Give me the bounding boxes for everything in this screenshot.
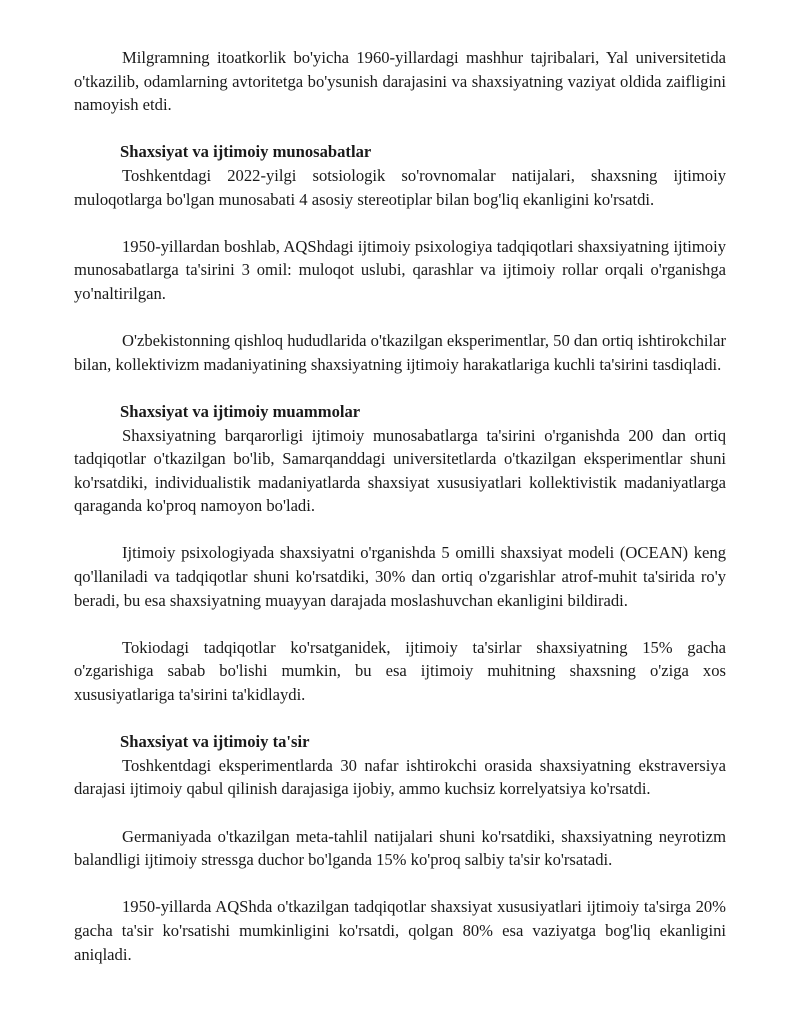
paragraph: Tokiodagi tadqiqotlar ko'rsatganidek, ijtimoiy ta'sirlar shaxsiyatning 15% gacha o'zgarishiga sabab bo'lishi mumkin, bu esa ijtimoiy muhitning shaxsning o'ziga xos xususiyatlariga ta'sirini ta'kidlaydi. (74, 637, 726, 705)
intro-paragraph: Milgramning itoatkorlik bo'yicha 1960-yillardagi mashhur tajribalari, Yal universitetida o'tkazilib, odamlarning avtoritetga bo'ysunish darajasini va shaxsiyatning vaziyat oldida zaifligini namoyish etdi. (74, 48, 726, 115)
paragraph: Germaniyada o'tkazilgan meta-tahlil natijalari shuni ko'rsatdiki, shaxsiyatning neyrotizm balandligi ijtimoiy stressga duchor bo'lganda 15% ko'proq salbiy ta'sir ko'rsatadi. (74, 826, 726, 870)
paragraph: O'zbekistonning qishloq hududlarida o'tkazilgan eksperimentlar, 50 dan ortiq ishtirokchilar bilan, kollektivizm madaniyatining shaxsiyatning ijtimoiy harakatlariga kuchli ta'sirini tasdiqladi. (74, 331, 726, 374)
paragraph: Ijtimoiy psixologiyada shaxsiyatni o'rganishda 5 omilli shaxsiyat modeli (OCEAN) keng qo'llaniladi va tadqiqotlar shuni ko'rsatdiki, 30% dan ortiq o'zgarishlar atrof-muhit ta'sirida ro'y beradi, bu esa shaxsiyatning muayyan darajada moslashuvchan ekanligini bildiradi. (74, 543, 726, 610)
section-social-relations (74, 140, 726, 376)
section-social-influence (74, 730, 726, 966)
paragraph: 1950-yillardan boshlab, AQShdagi ijtimoiy psixologiya tadqiqotlari shaxsiyatning ijtimoiy munosabatlarga ta'sirini 3 omil: muloqot uslubi, qarashlar va ijtimoiy rollar orqali o'rganishga yo'naltirilgan. (74, 236, 726, 303)
section-social-problems (74, 400, 726, 707)
paragraph: Toshkentdagi eksperimentlarda 30 nafar ishtirokchi orasida shaxsiyatning ekstraversiya darajasi ijtimoiy qabul qilinish darajasiga ijobiy, ammo kuchsiz korrelyatsiya ko'rsatdi. (74, 755, 726, 799)
document-body (74, 46, 726, 966)
section-heading: Shaxsiyat va ijtimoiy ta'sir (120, 732, 310, 752)
paragraph: Toshkentdagi 2022-yilgi sotsiologik so'rovnomalar natijalari, shaxsning ijtimoiy muloqotlarga bo'lgan munosabati 4 asosiy stereotiplar bilan bog'liq ekanligini ko'rsatdi. (74, 165, 726, 209)
section-heading: Shaxsiyat va ijtimoiy muammolar (120, 401, 361, 421)
paragraph: 1950-yillarda AQShda o'tkazilgan tadqiqotlar shaxsiyat xususiyatlari ijtimoiy ta'sirga 20% gacha ta'sir ko'rsatishi mumkinligini ko'rsatdi, qolgan 80% esa vaziyatga bog'liq ekanligini aniqladi. (74, 897, 726, 964)
paragraph: Shaxsiyatning barqarorligi ijtimoiy munosabatlarga ta'sirini o'rganishda 200 dan ortiq tadqiqotlar o'tkazilgan bo'lib, Samarqanddagi universitetlarda o'tkazilgan eksperimentlar shuni ko'rsatdiki, individualistik madaniyatlarda shaxsiyat xususiyatlari kollektivistik madaniyatlarga qaraganda ko'proq namoyon bo'ladi. (74, 425, 726, 516)
section-heading: Shaxsiyat va ijtimoiy munosabatlar (120, 142, 372, 162)
